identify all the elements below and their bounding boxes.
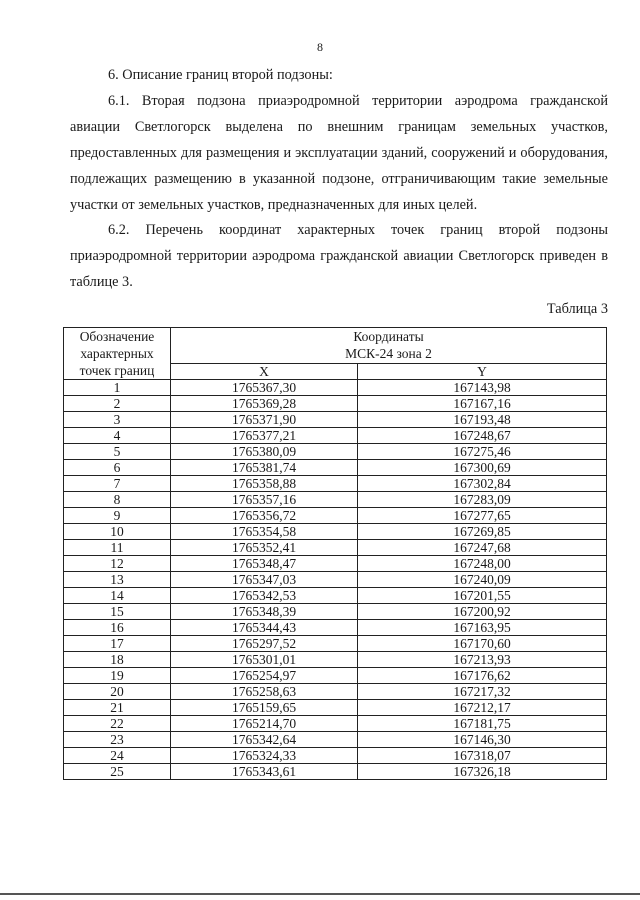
x-coordinate-cell: 1765357,16 (171, 492, 358, 508)
x-coordinate-cell: 1765297,52 (171, 636, 358, 652)
point-number-cell: 18 (64, 652, 171, 668)
point-number-cell: 2 (64, 396, 171, 412)
y-coordinate-cell: 167181,75 (358, 716, 607, 732)
y-coordinate-cell: 167277,65 (358, 508, 607, 524)
y-coordinate-cell: 167167,16 (358, 396, 607, 412)
y-coordinate-cell: 167143,98 (358, 380, 607, 396)
point-number-cell: 19 (64, 668, 171, 684)
point-number-cell: 6 (64, 460, 171, 476)
table-row (64, 524, 607, 540)
y-coordinate-cell: 167176,62 (358, 668, 607, 684)
x-coordinate-cell: 1765369,28 (171, 396, 358, 412)
point-number-cell: 23 (64, 732, 171, 748)
y-coordinate-cell: 167213,93 (358, 652, 607, 668)
table-row (64, 540, 607, 556)
point-number-cell: 22 (64, 716, 171, 732)
paragraph-6-1: 6.1. Вторая подзона приаэродромной территории аэродрома гражданской авиации Светлогорск выделена по внешним границам земельных участков, предоставленных для размещения и эксплуатации зданий, сооружений и оборудования, подлежащих размещению в указанной подзоне, отграничивающим такие земельные участки от земельных участков, предназначенных для иных целей. (70, 93, 608, 213)
table-row (64, 492, 607, 508)
x-coordinate-cell: 1765342,53 (171, 588, 358, 604)
point-number-cell: 20 (64, 684, 171, 700)
table-row (64, 700, 607, 716)
table-body (64, 380, 607, 780)
x-coordinate-cell: 1765301,01 (171, 652, 358, 668)
y-coordinate-cell: 167240,09 (358, 572, 607, 588)
point-number-cell: 4 (64, 428, 171, 444)
x-coordinate-cell: 1765354,58 (171, 524, 358, 540)
point-number-cell: 1 (64, 380, 171, 396)
point-number-cell: 10 (64, 524, 171, 540)
point-number-cell: 9 (64, 508, 171, 524)
y-coordinate-cell: 167326,18 (358, 764, 607, 780)
table-row (64, 636, 607, 652)
y-coordinate-cell: 167146,30 (358, 732, 607, 748)
point-number-cell: 25 (64, 764, 171, 780)
x-coordinate-cell: 1765380,09 (171, 444, 358, 460)
paragraph-6-2: 6.2. Перечень координат характерных точек границ второй подзоны приаэродромной территории аэродрома гражданской авиации Светлогорск приведен в таблице 3. (70, 222, 608, 290)
coordinates-table (63, 327, 607, 780)
x-coordinate-cell: 1765214,70 (171, 716, 358, 732)
table-row (64, 716, 607, 732)
x-coordinate-cell: 1765342,64 (171, 732, 358, 748)
header-points (64, 328, 171, 380)
point-number-cell: 12 (64, 556, 171, 572)
y-coordinate-cell: 167193,48 (358, 412, 607, 428)
section-heading: 6. Описание границ второй подзоны: (108, 67, 333, 83)
scan-edge-line (0, 893, 640, 895)
x-coordinate-cell: 1765381,74 (171, 460, 358, 476)
header-points-line2: характерных (80, 346, 154, 361)
point-number-cell: 7 (64, 476, 171, 492)
table-row (64, 556, 607, 572)
table-row (64, 396, 607, 412)
table-row (64, 588, 607, 604)
table-row (64, 444, 607, 460)
table-row (64, 572, 607, 588)
x-coordinate-cell: 1765254,97 (171, 668, 358, 684)
x-coordinate-cell: 1765258,63 (171, 684, 358, 700)
header-points-line1: Обозначение (79, 329, 155, 344)
y-coordinate-cell: 167269,85 (358, 524, 607, 540)
point-number-cell: 21 (64, 700, 171, 716)
x-coordinate-cell: 1765344,43 (171, 620, 358, 636)
point-number-cell: 14 (64, 588, 171, 604)
point-number-cell: 3 (64, 412, 171, 428)
table-row (64, 604, 607, 620)
y-coordinate-cell: 167318,07 (358, 748, 607, 764)
y-coordinate-cell: 167170,60 (358, 636, 607, 652)
x-coordinate-cell: 1765371,90 (171, 412, 358, 428)
table-caption: Таблица 3 (546, 301, 608, 317)
table-row (64, 684, 607, 700)
y-coordinate-cell: 167200,92 (358, 604, 607, 620)
y-coordinate-cell: 167248,67 (358, 428, 607, 444)
y-coordinate-cell: 167248,00 (358, 556, 607, 572)
y-coordinate-cell: 167212,17 (358, 700, 607, 716)
y-coordinate-cell: 167201,55 (358, 588, 607, 604)
header-x: X (171, 363, 358, 379)
x-coordinate-cell: 1765343,61 (171, 764, 358, 780)
point-number-cell: 15 (64, 604, 171, 620)
y-coordinate-cell: 167302,84 (358, 476, 607, 492)
point-number-cell: 16 (64, 620, 171, 636)
header-points-line3: точек границ (79, 363, 155, 378)
table-row (64, 428, 607, 444)
y-coordinate-cell: 167283,09 (358, 492, 607, 508)
header-y: Y (358, 363, 607, 379)
table-row (64, 508, 607, 524)
page-number: 8 (317, 40, 323, 54)
y-coordinate-cell: 167163,95 (358, 620, 607, 636)
x-coordinate-cell: 1765356,72 (171, 508, 358, 524)
x-coordinate-cell: 1765347,03 (171, 572, 358, 588)
header-coordinates-line2: МСК-24 зона 2 (345, 346, 432, 361)
point-number-cell: 24 (64, 748, 171, 764)
y-coordinate-cell: 167247,68 (358, 540, 607, 556)
x-coordinate-cell: 1765377,21 (171, 428, 358, 444)
point-number-cell: 5 (64, 444, 171, 460)
x-coordinate-cell: 1765352,41 (171, 540, 358, 556)
x-coordinate-cell: 1765324,33 (171, 748, 358, 764)
point-number-cell: 17 (64, 636, 171, 652)
table-row (64, 764, 607, 780)
table-row (64, 732, 607, 748)
table-row (64, 748, 607, 764)
y-coordinate-cell: 167275,46 (358, 444, 607, 460)
point-number-cell: 8 (64, 492, 171, 508)
x-coordinate-cell: 1765348,39 (171, 604, 358, 620)
table-row (64, 668, 607, 684)
y-coordinate-cell: 167217,32 (358, 684, 607, 700)
table-row (64, 460, 607, 476)
x-coordinate-cell: 1765367,30 (171, 380, 358, 396)
table-row (64, 380, 607, 396)
point-number-cell: 13 (64, 572, 171, 588)
table-row (64, 620, 607, 636)
y-coordinate-cell: 167300,69 (358, 460, 607, 476)
table-row (64, 652, 607, 668)
x-coordinate-cell: 1765348,47 (171, 556, 358, 572)
x-coordinate-cell: 1765159,65 (171, 700, 358, 716)
header-coordinates-line1: Координаты (353, 329, 424, 344)
x-coordinate-cell: 1765358,88 (171, 476, 358, 492)
header-coordinates (171, 328, 607, 364)
table-row (64, 412, 607, 428)
point-number-cell: 11 (64, 540, 171, 556)
table-row (64, 476, 607, 492)
